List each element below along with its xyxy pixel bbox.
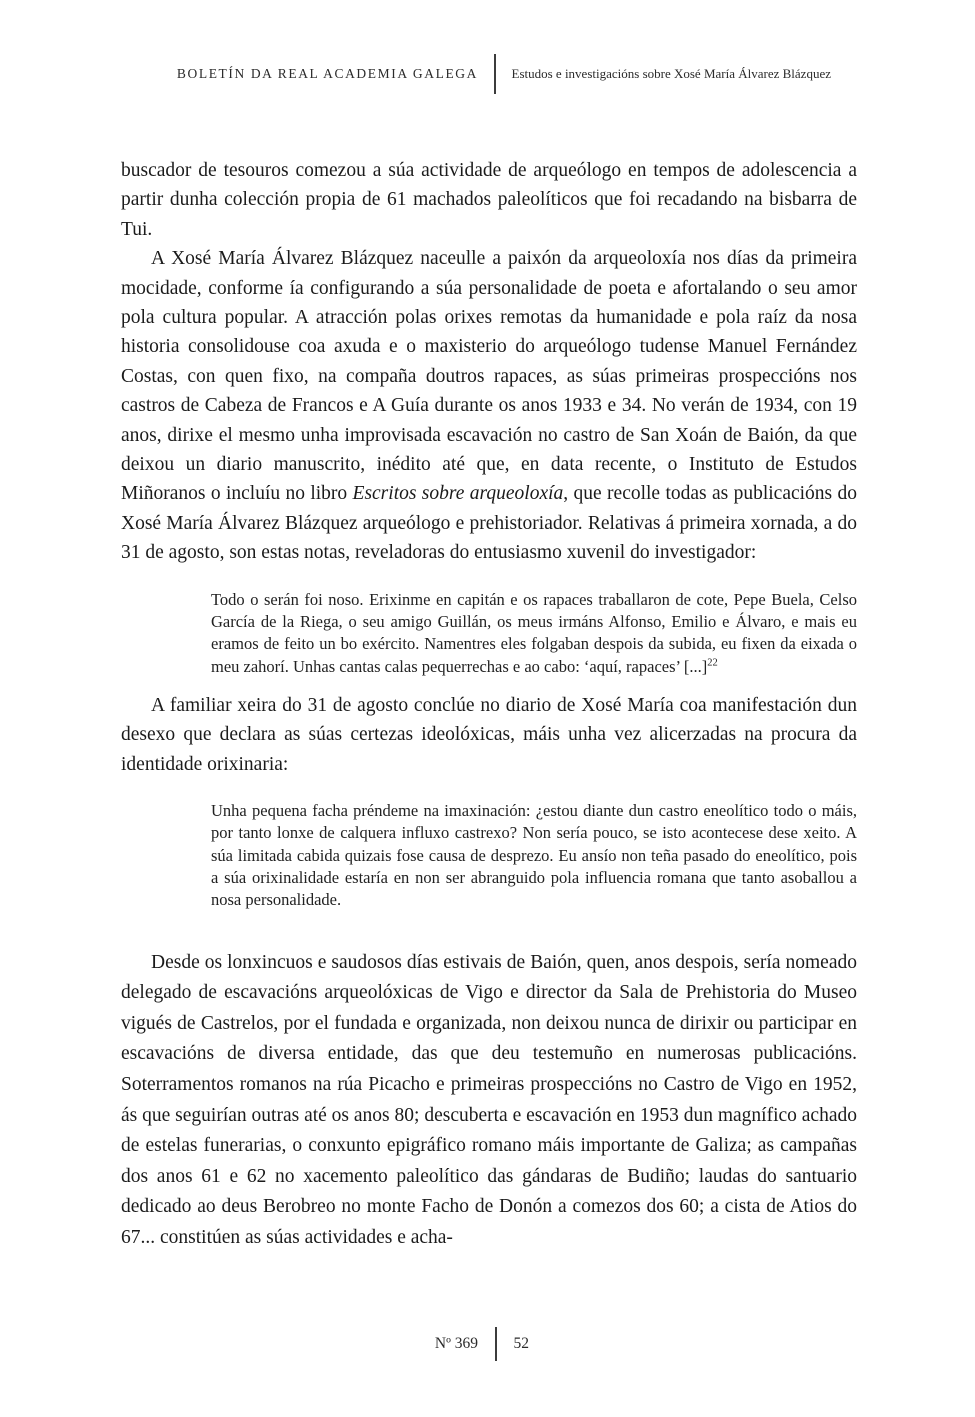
- blockquote-1-text: Todo o serán foi noso. Erixinme en capitán e os rapaces traballaron de cote, Pepe Buela, Celso García de la Riega, o seu amigo Guillán, os meus irmáns Alfonso, Emilio e Álvaro, e mais eu eramos de feito un bo exército. Namentres eles folgaban despois da subida, eu fixen da eixada o meu zahorí. Unhas cantas calas pequerrechas e ao cabo: ‘aquí, rapaces’ [...]: [211, 589, 857, 676]
- paragraph-2-text-after: , que recolle todas as publicacións do Xosé María Álvarez Blázquez arqueólogo e prehistoriador. Relativas á primeira xornada, a do 31 de agosto, son estas notas, reveladoras do entusiasmo xuvenil do investigador:: [121, 483, 857, 564]
- page-number: 52: [513, 1335, 529, 1352]
- issue-number: Nº 369: [434, 1335, 478, 1352]
- paragraph-3: A familiar xeira do 31 de agosto conclúe no diario de Xosé María coa manifestación dun desexo que declara as súas certezas ideolóxicas, máis unha vez alicerzadas na procura da identidade orixinaria:: [121, 694, 857, 775]
- page-footer: [120, 1327, 865, 1361]
- article-title: Estudos e investigacións sobre Xosé María Álvarez Blázquez: [511, 66, 831, 81]
- paragraph-2-text-before: A Xosé María Álvarez Blázquez naceulle a paixón da arqueoloxía nos días da primeira mocidade, conforme ía configurando a súa personalidade de poeta e afortalando o seu amor pola cultura popular. A atracción polas orixes remotas da humanidade e pola raíz da nosa historia consolidouse coa axuda e o maxisterio do arqueólogo tudense Manuel Fernández Costas, con quen fixo, na compaña doutros rapaces, as súas primeiras prospeccións nos castros de Cabeza de Francos e A Guía durante os anos 1933 e 34. No verán de 1934, con 19 anos, dirixe el mesmo unha improvisada escavación no castro de San Xoán de Baión, da que deixou un diario manuscrito, inédito até que, en data recente, o Instituto de Estudos Miñoranos o incluíu no libro: [121, 248, 857, 505]
- page-header: [120, 54, 865, 94]
- journal-title: BOLETÍN DA REAL ACADEMIA GALEGA: [176, 66, 478, 81]
- footnote-ref-22: 22: [707, 657, 718, 669]
- page-body: [121, 156, 857, 1254]
- blockquote-1: [211, 589, 857, 678]
- book-title-italic: Escritos sobre arqueoloxía: [352, 483, 564, 505]
- blockquote-2: Unha pequena facha préndeme na imaxinación: ¿estou diante dun castro eneolítico todo o máis, por tanto lonxe de calquera influxo castrexo? Non sería pouco, se isto acontecese dese xeito. A súa limitada cabida quizais fose causa de desprezo. Eu ansío non teña pasado do eneolítico, pois a súa orixinalidade estaría en non ser abranguido pola influencia romana que tanto asoballou a nosa personalidade.: [211, 801, 857, 910]
- paragraph-1: buscador de tesouros comezou a súa actividade de arqueólogo en tempos de adolescencia a partir dunha colección propia de 61 machados paleolíticos que foi recadando na bisbarra de Tui.: [121, 160, 857, 240]
- paragraph-2: [121, 244, 857, 567]
- paragraph-4: Desde os lonxincuos e saudosos días estivais de Baión, quen, anos despois, sería nomeado delegado de escavacións arqueolóxicas de Vigo e director da Sala de Prehistoria do Museo vigués de Castrelos, por el fundada e organizada, non deixou nunca de dirixir ou participar en escavacións de diversa entidade, das que deu testemuño en numerosas publicacións. Soterramentos romanos na rúa Picacho e primeiras prospeccións no Castro de Vigo en 1952, ás que seguirían outras até os anos 80; descuberta e escavación en 1953 dun magnífico achado de estelas funerarias, o conxunto epigráfico romano máis importante de Galiza; as campañas dos anos 61 e 62 no xacemento paleolítico das gándaras de Budiño; laudas do santuario dedicado ao deus Berobreo no monte Facho de Donón a comezos dos 60; a cista de Atios do 67... constitúen as súas actividades e acha-: [121, 951, 857, 1248]
